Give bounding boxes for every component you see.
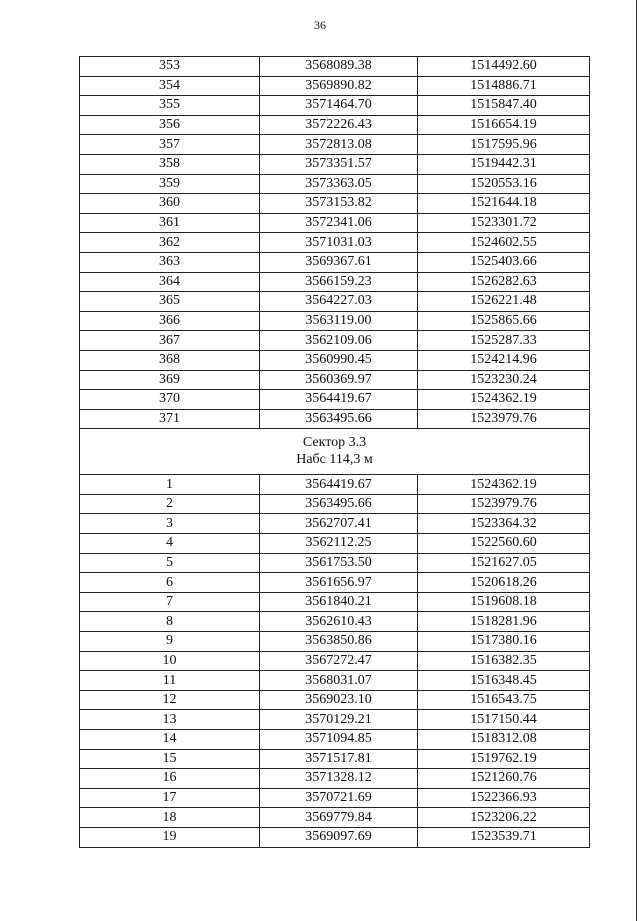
y-coordinate-cell: 1524362.19 [418,390,590,410]
x-coordinate-cell: 3571517.81 [260,749,418,769]
point-number-cell: 363 [80,252,260,272]
y-coordinate-cell: 1523979.76 [418,494,590,514]
y-coordinate-cell: 1524362.19 [418,475,590,495]
x-coordinate-cell: 3566159.23 [260,272,418,292]
table-row [80,272,590,292]
x-coordinate-cell: 3572226.43 [260,115,418,135]
table-row [80,494,590,514]
table-row [80,690,590,710]
y-coordinate-cell: 1519608.18 [418,592,590,612]
sector-subtitle: Набс 114,3 м [296,452,373,468]
x-coordinate-cell: 3573351.57 [260,154,418,174]
point-number-cell: 2 [80,494,260,514]
x-coordinate-cell: 3571328.12 [260,769,418,789]
y-coordinate-cell: 1517380.16 [418,632,590,652]
x-coordinate-cell: 3562112.25 [260,534,418,554]
x-coordinate-cell: 3572341.06 [260,213,418,233]
table-row [80,749,590,769]
x-coordinate-cell: 3562109.06 [260,331,418,351]
table-row [80,514,590,534]
y-coordinate-cell: 1519442.31 [418,154,590,174]
point-number-cell: 362 [80,233,260,253]
table-row [80,331,590,351]
table-row [80,671,590,691]
coordinates-table [79,56,590,848]
x-coordinate-cell: 3569890.82 [260,76,418,96]
x-coordinate-cell: 3567272.47 [260,651,418,671]
y-coordinate-cell: 1519762.19 [418,749,590,769]
y-coordinate-cell: 1515847.40 [418,96,590,116]
y-coordinate-cell: 1516382.35 [418,651,590,671]
table-row [80,651,590,671]
page-number: 36 [314,18,326,32]
x-coordinate-cell: 3568031.07 [260,671,418,691]
y-coordinate-cell: 1523979.76 [418,409,590,429]
y-coordinate-cell: 1518281.96 [418,612,590,632]
table-row [80,135,590,155]
point-number-cell: 7 [80,592,260,612]
y-coordinate-cell: 1516654.19 [418,115,590,135]
x-coordinate-cell: 3560990.45 [260,350,418,370]
table-row [80,730,590,750]
y-coordinate-cell: 1523539.71 [418,827,590,847]
point-number-cell: 17 [80,788,260,808]
table-row [80,573,590,593]
sector-title: Сектор 3.3 [302,435,367,451]
y-coordinate-cell: 1526282.63 [418,272,590,292]
table-row [80,252,590,272]
x-coordinate-cell: 3570129.21 [260,710,418,730]
point-number-cell: 369 [80,370,260,390]
point-number-cell: 10 [80,651,260,671]
x-coordinate-cell: 3569779.84 [260,808,418,828]
point-number-cell: 357 [80,135,260,155]
table-row [80,194,590,214]
y-coordinate-cell: 1514886.71 [418,76,590,96]
x-coordinate-cell: 3563495.66 [260,409,418,429]
x-coordinate-cell: 3571094.85 [260,730,418,750]
y-coordinate-cell: 1523364.32 [418,514,590,534]
y-coordinate-cell: 1523301.72 [418,213,590,233]
table-row [80,612,590,632]
point-number-cell: 355 [80,96,260,116]
x-coordinate-cell: 3562707.41 [260,514,418,534]
y-coordinate-cell: 1516348.45 [418,671,590,691]
y-coordinate-cell: 1524602.55 [418,233,590,253]
table-row [80,827,590,847]
table-row [80,632,590,652]
point-number-cell: 368 [80,350,260,370]
y-coordinate-cell: 1520553.16 [418,174,590,194]
x-coordinate-cell: 3560369.97 [260,370,418,390]
table-row [80,292,590,312]
sector-row [80,429,590,475]
point-number-cell: 11 [80,671,260,691]
point-number-cell: 5 [80,553,260,573]
x-coordinate-cell: 3564419.67 [260,475,418,495]
y-coordinate-cell: 1525287.33 [418,331,590,351]
point-number-cell: 19 [80,827,260,847]
table-row [80,233,590,253]
point-number-cell: 13 [80,710,260,730]
point-number-cell: 366 [80,311,260,331]
y-coordinate-cell: 1523230.24 [418,370,590,390]
x-coordinate-cell: 3570721.69 [260,788,418,808]
table-row [80,475,590,495]
point-number-cell: 9 [80,632,260,652]
y-coordinate-cell: 1521260.76 [418,769,590,789]
x-coordinate-cell: 3563850.86 [260,632,418,652]
y-coordinate-cell: 1516543.75 [418,690,590,710]
y-coordinate-cell: 1521627.05 [418,553,590,573]
table-row [80,311,590,331]
y-coordinate-cell: 1522366.93 [418,788,590,808]
point-number-cell: 8 [80,612,260,632]
table-row [80,57,590,77]
table-row [80,350,590,370]
x-coordinate-cell: 3572813.08 [260,135,418,155]
point-number-cell: 361 [80,213,260,233]
table-body-after [80,475,590,847]
point-number-cell: 18 [80,808,260,828]
point-number-cell: 365 [80,292,260,312]
x-coordinate-cell: 3569097.69 [260,827,418,847]
point-number-cell: 359 [80,174,260,194]
x-coordinate-cell: 3573363.05 [260,174,418,194]
table-row [80,390,590,410]
x-coordinate-cell: 3571464.70 [260,96,418,116]
table-row [80,154,590,174]
x-coordinate-cell: 3573153.82 [260,194,418,214]
y-coordinate-cell: 1524214.96 [418,350,590,370]
y-coordinate-cell: 1521644.18 [418,194,590,214]
point-number-cell: 12 [80,690,260,710]
point-number-cell: 1 [80,475,260,495]
table-body-before [80,57,590,429]
y-coordinate-cell: 1517150.44 [418,710,590,730]
x-coordinate-cell: 3562610.43 [260,612,418,632]
x-coordinate-cell: 3563495.66 [260,494,418,514]
point-number-cell: 4 [80,534,260,554]
x-coordinate-cell: 3569023.10 [260,690,418,710]
table-row [80,370,590,390]
point-number-cell: 353 [80,57,260,77]
y-coordinate-cell: 1517595.96 [418,135,590,155]
point-number-cell: 358 [80,154,260,174]
y-coordinate-cell: 1525865.66 [418,311,590,331]
x-coordinate-cell: 3568089.38 [260,57,418,77]
table-row [80,174,590,194]
x-coordinate-cell: 3571031.03 [260,233,418,253]
table-row [80,769,590,789]
point-number-cell: 16 [80,769,260,789]
point-number-cell: 15 [80,749,260,769]
table-row [80,808,590,828]
point-number-cell: 14 [80,730,260,750]
y-coordinate-cell: 1525403.66 [418,252,590,272]
x-coordinate-cell: 3569367.61 [260,252,418,272]
table-row [80,592,590,612]
y-coordinate-cell: 1520618.26 [418,573,590,593]
y-coordinate-cell: 1523206.22 [418,808,590,828]
y-coordinate-cell: 1514492.60 [418,57,590,77]
table-row [80,534,590,554]
point-number-cell: 3 [80,514,260,534]
point-number-cell: 371 [80,409,260,429]
point-number-cell: 364 [80,272,260,292]
table-row [80,96,590,116]
sector-cell [80,429,590,475]
y-coordinate-cell: 1526221.48 [418,292,590,312]
y-coordinate-cell: 1522560.60 [418,534,590,554]
point-number-cell: 354 [80,76,260,96]
table-row [80,213,590,233]
table-row [80,710,590,730]
table-row [80,76,590,96]
point-number-cell: 356 [80,115,260,135]
table-row [80,115,590,135]
point-number-cell: 367 [80,331,260,351]
sector-block [80,429,590,475]
point-number-cell: 6 [80,573,260,593]
x-coordinate-cell: 3564227.03 [260,292,418,312]
x-coordinate-cell: 3561753.50 [260,553,418,573]
point-number-cell: 370 [80,390,260,410]
y-coordinate-cell: 1518312.08 [418,730,590,750]
x-coordinate-cell: 3563119.00 [260,311,418,331]
table-row [80,553,590,573]
x-coordinate-cell: 3561656.97 [260,573,418,593]
x-coordinate-cell: 3564419.67 [260,390,418,410]
table-row [80,409,590,429]
scan-edge-line [636,0,637,921]
point-number-cell: 360 [80,194,260,214]
table-row [80,788,590,808]
x-coordinate-cell: 3561840.21 [260,592,418,612]
